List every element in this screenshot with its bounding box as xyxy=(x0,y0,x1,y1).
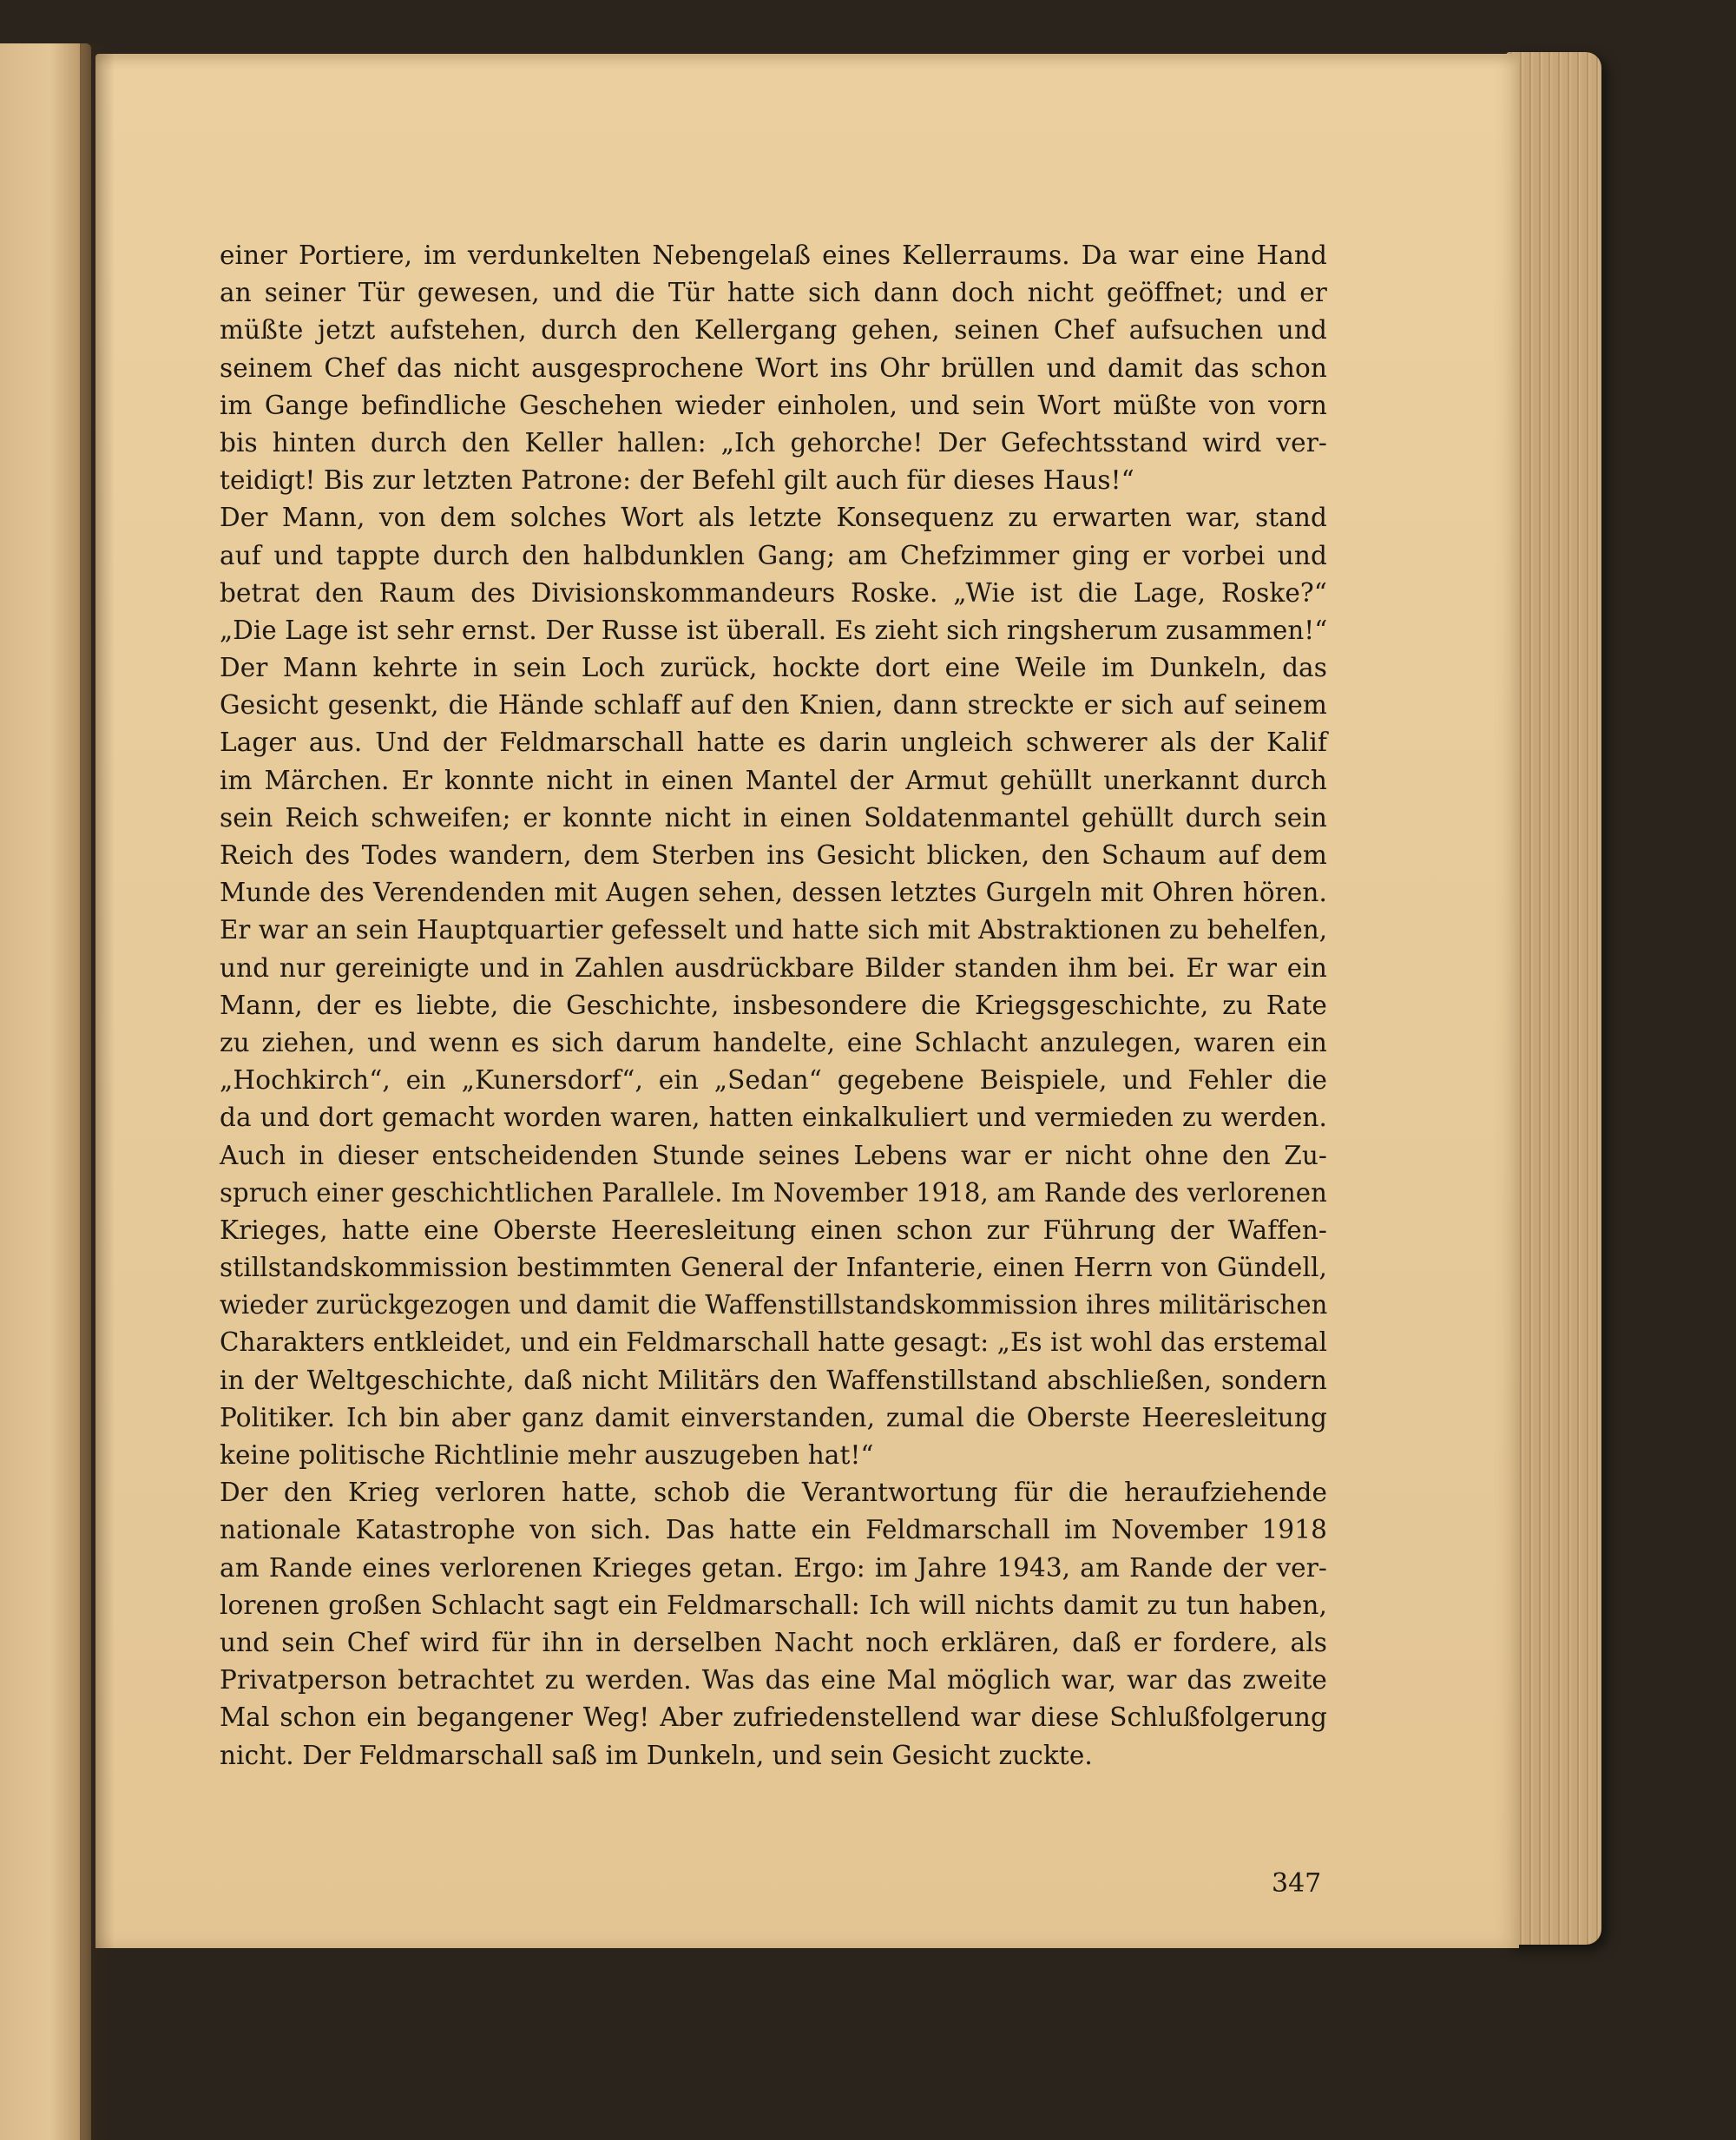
text-line: Munde des Verendenden mit Augen sehen, dessen letztes Gurgeln mit Ohren hören. xyxy=(220,878,1327,908)
text-line: Auch in dieser entscheidenden Stunde seines Lebens war er nicht ohne den Zu- xyxy=(220,1140,1327,1170)
text-line: müßte jetzt aufstehen, durch den Kellergang gehen, seinen Chef aufsuchen und xyxy=(220,315,1327,346)
text-line: wieder zurückgezogen und damit die Waffenstillstandskommission ihres militärischen xyxy=(220,1290,1328,1320)
text-line: „Hochkirch“, ein „Kunersdorf“, ein „Sedan“ gegebene Beispiele, und Fehler die xyxy=(220,1065,1327,1096)
text-line: seinem Chef das nicht ausgesprochene Wort ins Ohr brüllen und damit das schon xyxy=(220,352,1327,383)
text-line: keine politische Richtlinie mehr auszugeben hat!“ xyxy=(220,1440,874,1470)
text-line: und nur gereinigte und in Zahlen ausdrückbare Bilder standen ihm bei. Er war ein xyxy=(220,952,1327,983)
text-line: Privatperson betrachtet zu werden. Was das eine Mal möglich war, war das zweite xyxy=(220,1665,1327,1696)
text-line: in der Weltgeschichte, daß nicht Militärs den Waffenstillstand abschließen, sondern xyxy=(220,1365,1327,1395)
text-line: nationale Katastrophe von sich. Das hatte ein Feldmarschall im November 1918 xyxy=(220,1515,1327,1545)
text-line: zu ziehen, und wenn es sich darum handelte, eine Schlacht anzulegen, waren ein xyxy=(220,1027,1327,1057)
page-stack-edges xyxy=(1506,52,1601,1945)
text-line: Er war an sein Hauptquartier gefesselt und hatte sich mit Abstraktionen zu behelfen, xyxy=(220,915,1328,945)
text-line: Der den Krieg verloren hatte, schob die Verantwortung für die heraufziehende xyxy=(220,1478,1327,1508)
text-line: im Märchen. Er konnte nicht in einen Mantel der Armut gehüllt unerkannt durch xyxy=(220,765,1327,795)
page-number: 347 xyxy=(1272,1868,1322,1899)
text-line: und sein Chef wird für ihn in derselben Nacht noch erklären, daß er fordere, als xyxy=(220,1627,1327,1657)
book-page xyxy=(95,54,1519,1948)
text-line: Mann, der es liebte, die Geschichte, insbesondere die Kriegsgeschichte, zu Rate xyxy=(220,990,1327,1020)
text-line: Krieges, hatte eine Oberste Heeresleitung einen schon zur Führung der Waffen- xyxy=(220,1215,1327,1245)
text-line: spruch einer geschichtlichen Parallele. Im November 1918, am Rande des verlorenen xyxy=(220,1177,1327,1208)
text-line: stillstandskommission bestimmten General der Infanterie, einen Herrn von Gündell, xyxy=(220,1253,1327,1283)
previous-page-edge xyxy=(0,43,91,2140)
text-line: auf und tappte durch den halbdunklen Gang; am Chefzimmer ging er vorbei und xyxy=(220,540,1327,570)
text-line: Politiker. Ich bin aber ganz damit einverstanden, zumal die Oberste Heeresleitung xyxy=(220,1402,1327,1432)
text-line: im Gange befindliche Geschehen wieder einholen, und sein Wort müßte von vorn xyxy=(220,390,1327,420)
text-line: Der Mann kehrte in sein Loch zurück, hockte dort eine Weile im Dunkeln, das xyxy=(220,653,1327,683)
text-line: „Die Lage ist sehr ernst. Der Russe ist überall. Es zieht sich ringsherum zusammen!“ xyxy=(220,615,1328,645)
text-line: Charakters entkleidet, und ein Feldmarschall hatte gesagt: „Es ist wohl das erstemal xyxy=(220,1327,1328,1358)
text-line: betrat den Raum des Divisionskommandeurs Roske. „Wie ist die Lage, Roske?“ xyxy=(220,577,1327,608)
text-line: nicht. Der Feldmarschall saß im Dunkeln, und sein Gesicht zuckte. xyxy=(220,1740,1093,1770)
text-line: lorenen großen Schlacht sagt ein Feldmarschall: Ich will nichts damit zu tun haben, xyxy=(220,1590,1327,1620)
text-line: Der Mann, von dem solches Wort als letzte Konsequenz zu erwarten war, stand xyxy=(220,503,1327,533)
body-text xyxy=(220,237,1327,1775)
text-line: einer Portiere, im verdunkelten Nebengelaß eines Kellerraums. Da war eine Hand xyxy=(220,240,1327,270)
text-line: Mal schon ein begangener Weg! Aber zufriedenstellend war diese Schlußfolgerung xyxy=(220,1702,1327,1733)
text-line: an seiner Tür gewesen, und die Tür hatte sich dann doch nicht geöffnet; und er xyxy=(220,278,1327,308)
text-line: da und dort gemacht worden waren, hatten einkalkuliert und vermieden zu werden. xyxy=(220,1103,1327,1133)
text-line: teidigt! Bis zur letzten Patrone: der Befehl gilt auch für dieses Haus!“ xyxy=(220,465,1134,496)
text-line: sein Reich schweifen; er konnte nicht in einen Soldatenmantel gehüllt durch sein xyxy=(220,802,1327,833)
text-line: am Rande eines verlorenen Krieges getan. Ergo: im Jahre 1943, am Rande der ver- xyxy=(220,1552,1327,1583)
text-line: Reich des Todes wandern, dem Sterben ins Gesicht blicken, den Schaum auf dem xyxy=(220,840,1327,870)
text-line: Gesicht gesenkt, die Hände schlaff auf den Knien, dann streckte er sich auf seinem xyxy=(220,690,1327,721)
text-line: bis hinten durch den Keller hallen: „Ich gehorche! Der Gefechtsstand wird ver- xyxy=(220,427,1327,458)
text-line: Lager aus. Und der Feldmarschall hatte es darin ungleich schwerer als der Kalif xyxy=(220,728,1327,758)
gutter-shadow xyxy=(80,43,115,2140)
